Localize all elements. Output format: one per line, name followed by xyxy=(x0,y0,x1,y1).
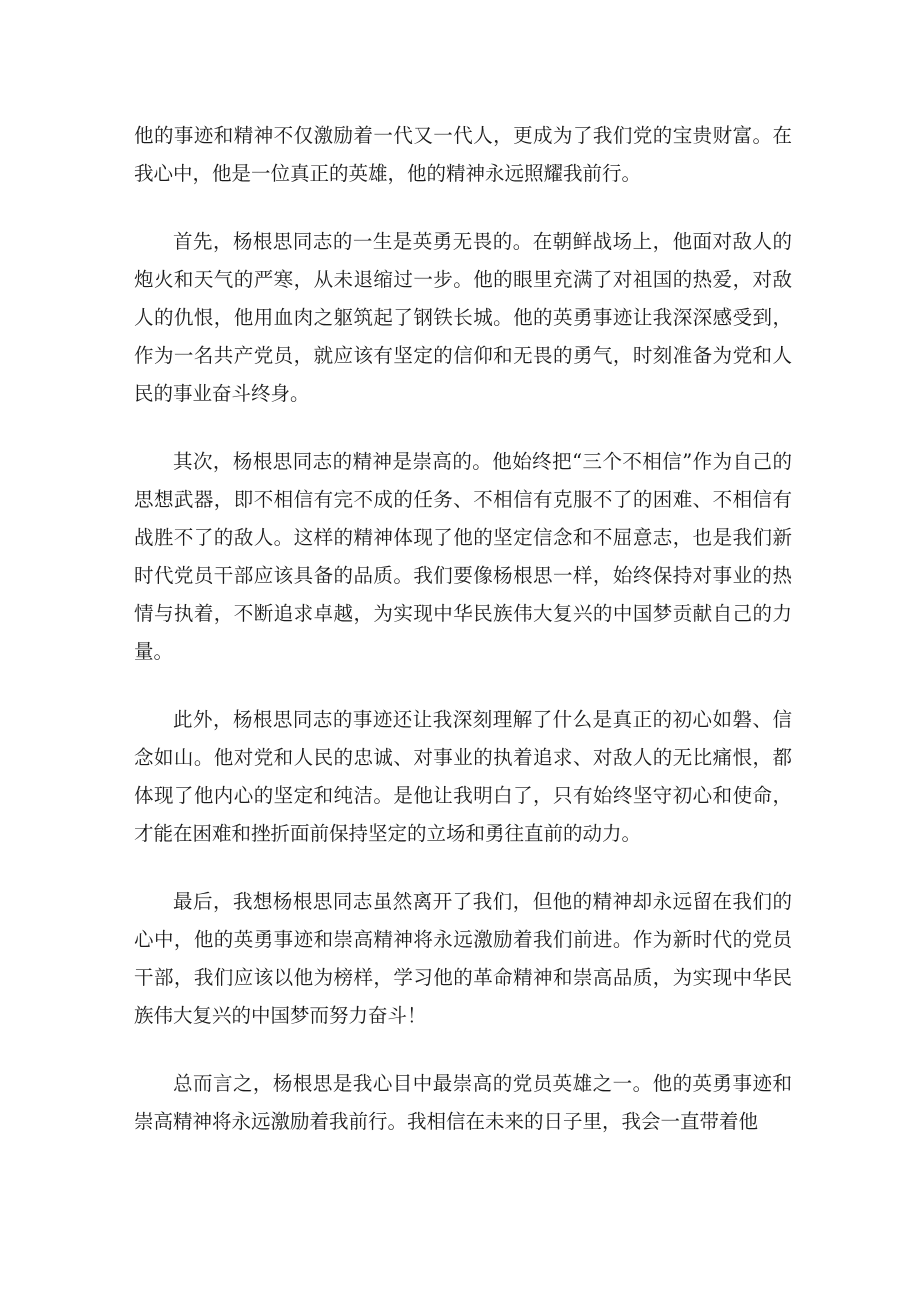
paragraph-third-point: 此外，杨根思同志的事迹还让我深刻理解了什么是真正的初心如磐、信念如山。他对党和人民的忠诚、对事业的执着追求、对敌人的无比痛恨，都体现了他内心的坚定和纯洁。是他让我明白了，只有始终坚守初心和使命，才能在困难和挫折面前保持坚定的立场和勇往直前的动力。 xyxy=(134,708,792,845)
paragraph-second-point: 其次，杨根思同志的精神是崇高的。他始终把“三个不相信”作为自己的思想武器，即不相信有完不成的任务、不相信有克服不了的困难、不相信有战胜不了的敌人。这样的精神体现了他的坚定信念和不屈意志，也是我们新时代党员干部应该具备的品质。我们要像杨根思一样，始终保持对事业的热情与执着，不断追求卓越，为实现中华民族伟大复兴的中国梦贡献自己的力量。 xyxy=(134,450,792,663)
paragraph-final-point: 最后，我想杨根思同志虽然离开了我们，但他的精神却永远留在我们的心中，他的英勇事迹和崇高精神将永远激励着我们前进。作为新时代的党员干部，我们应该以他为榜样，学习他的革命精神和崇高品质，为实现中华民族伟大复兴的中国梦而努力奋斗！ xyxy=(134,890,792,1027)
paragraph-continuation: 他的事迹和精神不仅激励着一代又一代人，更成为了我们党的宝贵财富。在我心中，他是一位真正的英雄，他的精神永远照耀我前行。 xyxy=(134,124,792,185)
paragraph-summary: 总而言之，杨根思是我心目中最崇高的党员英雄之一。他的英勇事迹和崇高精神将永远激励着我前行。我相信在未来的日子里，我会一直带着他 xyxy=(134,1072,792,1133)
paragraph-first-point: 首先，杨根思同志的一生是英勇无畏的。在朝鲜战场上，他面对敌人的炮火和天气的严寒，从未退缩过一步。他的眼里充满了对祖国的热爱，对敌人的仇恨，他用血肉之躯筑起了钢铁长城。他的英勇事迹让我深深感受到，作为一名共产党员，就应该有坚定的信仰和无畏的勇气，时刻准备为党和人民的事业奋斗终身。 xyxy=(134,230,792,405)
